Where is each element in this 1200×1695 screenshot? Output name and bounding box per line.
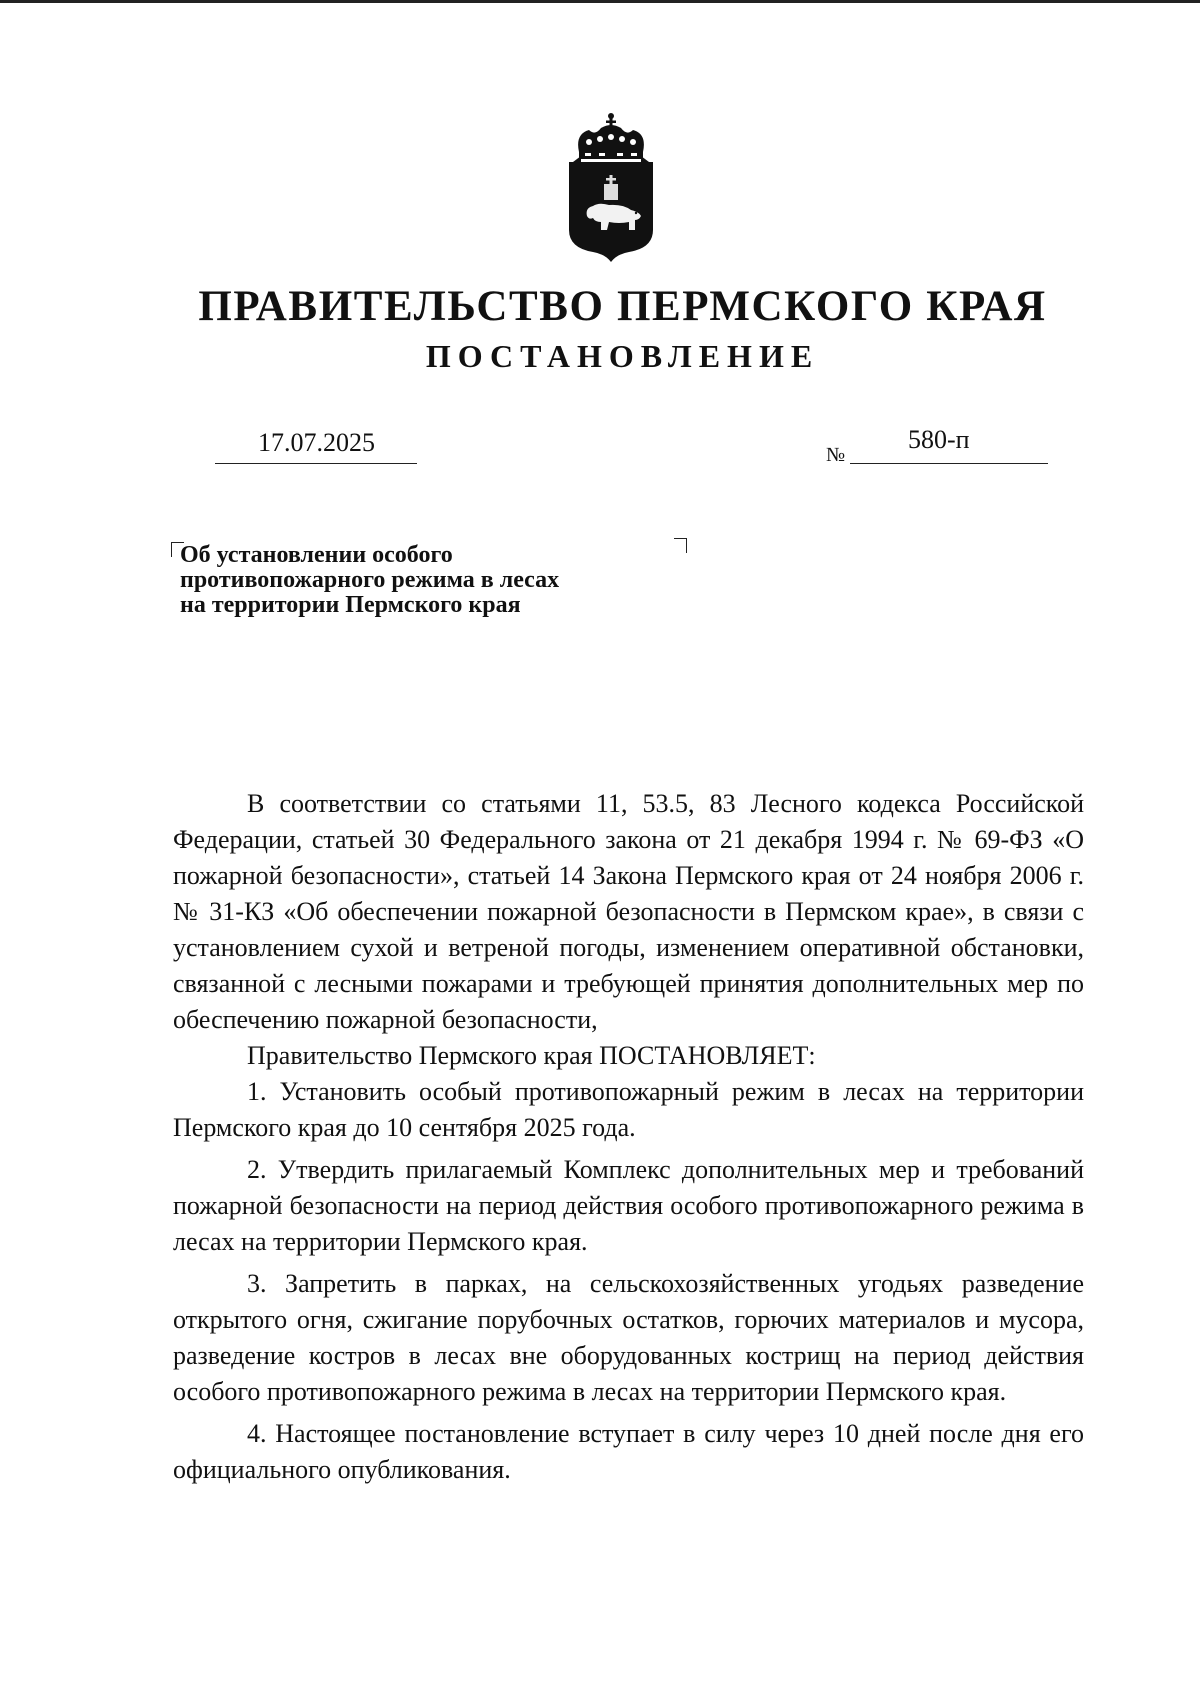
- subject-line: Об установлении особого: [180, 542, 453, 568]
- document-body: [173, 786, 1084, 1488]
- government-title: ПРАВИТЕЛЬСТВО ПЕРМСКОГО КРАЯ: [198, 283, 1047, 330]
- preamble-paragraph: В соответствии со статьями 11, 53.5, 83 Лесного кодекса Российской Федерации, статьей 30 Федерального закона от 21 декабря 1994 г. № 69-ФЗ «О пожарной безопасности», статьей 14 Закона Пермского края от 24 ноября 2006 г. № 31-КЗ «Об обеспечении пожарной безопасности в Пермском крае», в связи с установлением сухой и ветреной погоды, изменением оперативной обстановки, связанной с лесными пожарами и требующей принятия дополнительных мер по обеспечению пожарной безопасности,: [173, 789, 1084, 1034]
- item-paragraph-4: 4. Настоящее постановление вступает в силу через 10 дней после дня его официального опубликования.: [173, 1419, 1084, 1484]
- subject-line: противопожарного режима в лесах: [180, 567, 560, 593]
- number-sign: №: [826, 444, 846, 466]
- coat-of-arms-icon: [565, 112, 657, 264]
- subject-line: на территории Пермского края: [180, 592, 521, 618]
- document-type-title: ПОСТАНОВЛЕНИЕ: [425, 338, 820, 374]
- document-number: 580-п: [908, 425, 970, 454]
- resolves-paragraph: Правительство Пермского края ПОСТАНОВЛЯЕТ:: [247, 1041, 816, 1070]
- page-top-border: [0, 0, 1200, 3]
- item-paragraph-1: 1. Установить особый противопожарный режим в лесах на территории Пермского края до 10 сентября 2025 года.: [173, 1077, 1084, 1142]
- date-underline: [215, 463, 417, 464]
- document-subject: [180, 543, 700, 618]
- document-date: 17.07.2025: [258, 428, 375, 457]
- number-underline: [850, 463, 1048, 464]
- item-paragraph-2: 2. Утвердить прилагаемый Комплекс дополнительных мер и требований пожарной безопасности на период действия особого противопожарного режима в лесах на территории Пермского края.: [173, 1155, 1084, 1256]
- item-paragraph-3: 3. Запретить в парках, на сельскохозяйственных угодьях разведение открытого огня, сжигание порубочных остатков, горючих материалов и мусора, разведение костров в лесах вне оборудованных кострищ на период действия особого противопожарного режима в лесах на территории Пермского края.: [173, 1269, 1084, 1406]
